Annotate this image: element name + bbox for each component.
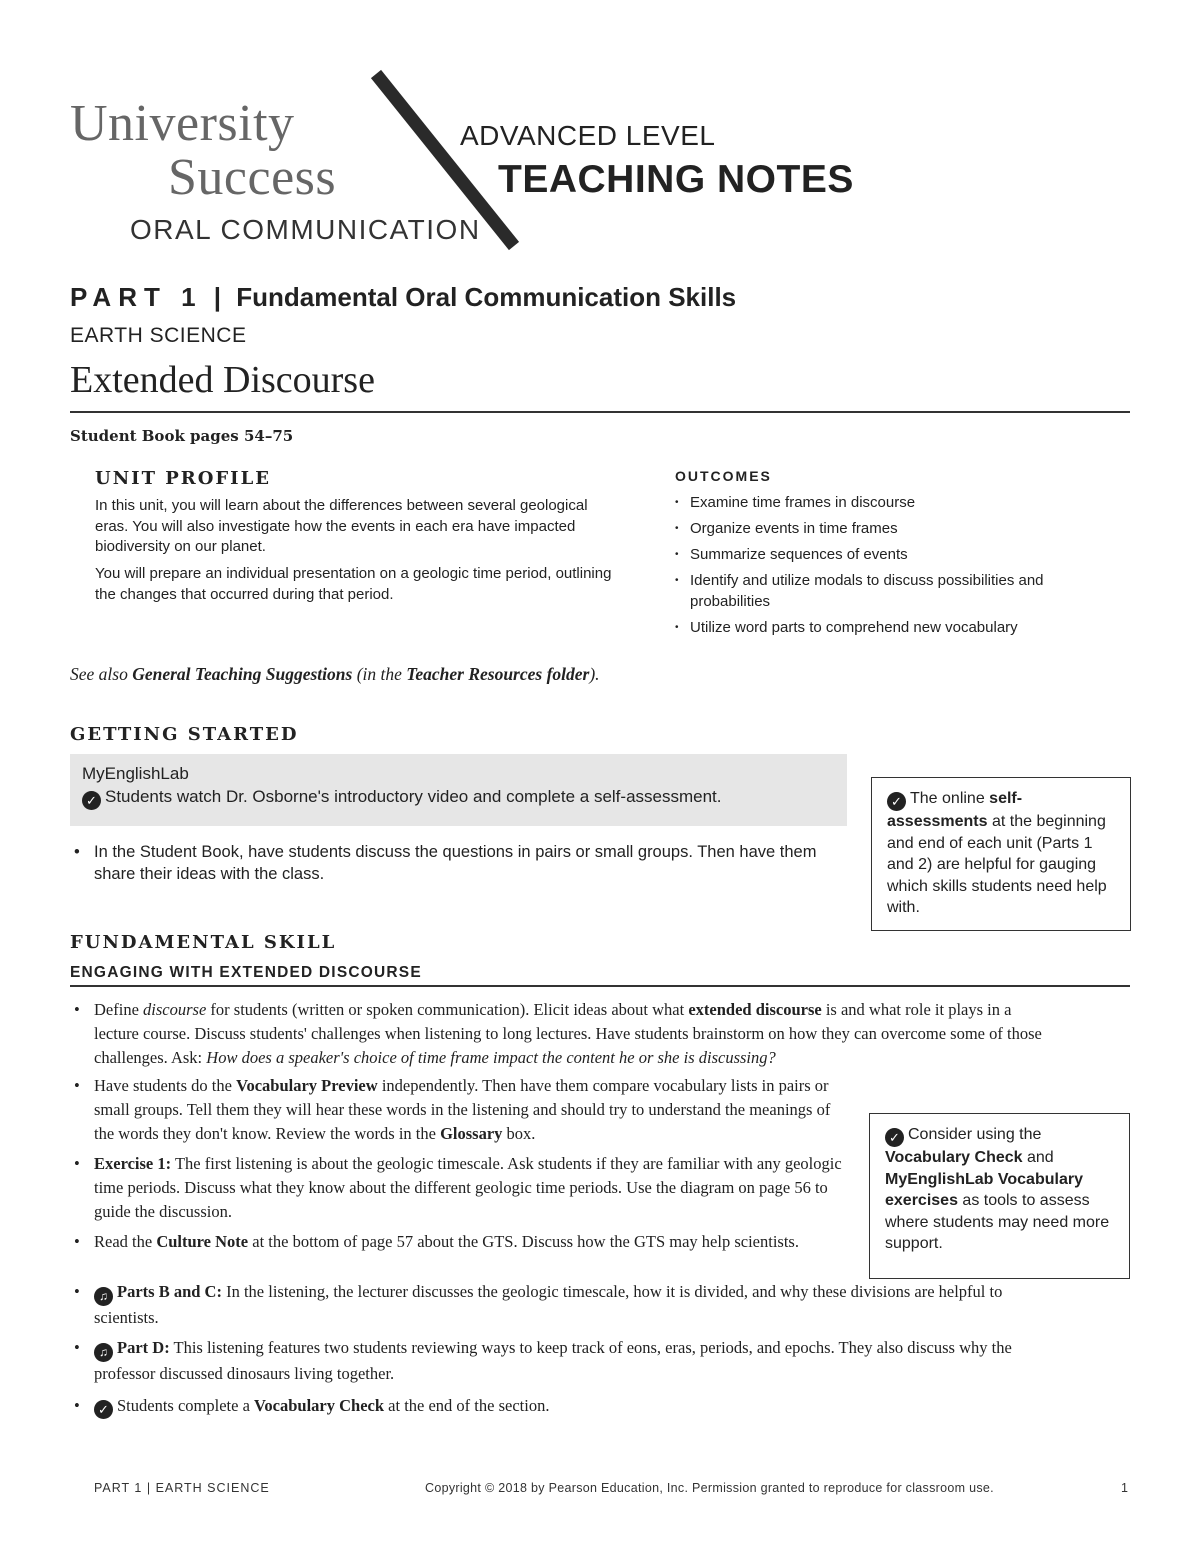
side-note-text: The online [910, 790, 990, 807]
outcome-item: • Examine time frames in discourse [675, 492, 1095, 513]
headphones-icon: ♫ [94, 1343, 113, 1362]
see-also-text: See also [70, 664, 133, 684]
check-circle-icon: ✓ [94, 1400, 113, 1419]
headphones-icon: ♫ [94, 1287, 113, 1306]
outcome-item: • Summarize sequences of events [675, 544, 1095, 565]
getting-started-list [70, 841, 830, 885]
see-also-text: ). [589, 664, 600, 684]
outcomes-list [675, 492, 1095, 643]
footer-section-label: PART 1 | EARTH SCIENCE [94, 1481, 270, 1495]
list-item: • Define discourse for students (written or spoken communication). Elicit ideas about what extended discourse is and what role it plays in a lecture course. Discuss students' challenges when listening to long lectures. Have students brainstorm on how they can overcome some of those challenges. Ask: How does a speaker's choice of time frame impact the content he or she is discussing? [70, 998, 1060, 1070]
skill-list-bottom [70, 1280, 1060, 1419]
check-circle-icon: ✓ [82, 791, 101, 810]
getting-started-heading: GETTING STARTED [70, 724, 299, 745]
myenglishlab-activity [82, 787, 722, 810]
part-title: Fundamental Oral Communication Skills [236, 282, 737, 312]
part-separator: | [213, 282, 222, 312]
see-also-note [70, 664, 600, 685]
myenglishlab-text: Students watch Dr. Osborne's introductory video and complete a self-assessment. [105, 787, 722, 806]
side-note-text: and [1022, 1149, 1054, 1166]
see-also-text: (in the [352, 664, 407, 684]
logo-subtitle: ORAL COMMUNICATION [130, 214, 481, 245]
student-book-pages: Student Book pages 54–75 [70, 427, 294, 445]
list-item: • In the Student Book, have students discuss the questions in pairs or small groups. Then have them share their ideas with the class. [70, 841, 830, 885]
general-teaching-link[interactable]: General Teaching Suggestions [132, 664, 353, 684]
list-item: • Read the Culture Note at the bottom of page 57 about the GTS. Discuss how the GTS may help scientists. [70, 1230, 850, 1254]
unit-profile-paragraph: You will prepare an individual presentation on a geologic time period, outlining the changes that occurred during that period. [95, 565, 612, 603]
side-note-bold: MyEnglishLab Vocabulary exercises [885, 1170, 1083, 1209]
list-item: • ♫ Parts B and C: In the listening, the lecturer discusses the geologic timescale, how it is divided, and why these divisions are helpful to scientists. [70, 1280, 1060, 1330]
side-note-text: Consider using the [908, 1126, 1042, 1143]
outcomes-heading: OUTCOMES [675, 468, 772, 484]
outcome-item: • Utilize word parts to comprehend new vocabulary [675, 617, 1095, 638]
footer-copyright: Copyright © 2018 by Pearson Education, Inc. Permission granted to reproduce for classroom use. [425, 1481, 994, 1495]
fundamental-skill-heading: FUNDAMENTAL SKILL [70, 932, 337, 953]
fundamental-skill-subheading: ENGAGING WITH EXTENDED DISCOURSE [70, 964, 422, 981]
outcome-item: • Identify and utilize modals to discuss possibilities and probabilities [675, 570, 1095, 612]
skill-list-top [70, 998, 1060, 1070]
list-item: • ✓ Students complete a Vocabulary Check at the end of the section. [70, 1394, 1060, 1419]
side-note-text: at the beginning and end of each unit (Parts 1 and 2) are helpful for gauging which skills students need help with. [887, 813, 1107, 916]
level-label: ADVANCED LEVEL [460, 120, 716, 151]
outcome-item: • Organize events in time frames [675, 518, 1095, 539]
teacher-resources-link[interactable]: Teacher Resources folder [406, 664, 590, 684]
list-item: • Have students do the Vocabulary Preview independently. Then have them compare vocabulary lists in pairs or small groups. Tell them they will hear these words in the listening and should try to understand the meanings of the words they don't know. Review the words in the Glossary box. [70, 1074, 850, 1146]
divider [70, 411, 1130, 413]
unit-title: Extended Discourse [70, 359, 375, 401]
logo-success: Success [168, 149, 337, 206]
side-note-vocabulary [869, 1113, 1130, 1279]
myenglishlab-title: MyEnglishLab [82, 764, 189, 783]
side-note-self-assessment [871, 777, 1131, 931]
unit-profile-paragraph: In this unit, you will learn about the differences between several geological eras. You will also investigate how the events in each era have impacted biodiversity on our planet. [95, 497, 588, 555]
skill-list-middle [70, 1074, 850, 1254]
list-item: • Exercise 1: The first listening is about the geologic timescale. Ask students if they are familiar with any geologic time periods. Discuss what they know about the different geologic time periods. Use the diagram on page 56 to guide the discussion. [70, 1152, 850, 1224]
page-number: 1 [1121, 1481, 1128, 1495]
logo-university: University [70, 95, 295, 152]
list-item: • ♫ Part D: This listening features two students reviewing ways to keep track of eons, eras, periods, and epochs. They also discuss why the professor discussed dinosaurs living together. [70, 1336, 1060, 1386]
check-circle-icon: ✓ [885, 1128, 904, 1147]
doc-type-title: TEACHING NOTES [498, 158, 854, 201]
side-note-text: as tools to assess where students may need more support. [885, 1192, 1110, 1252]
part-heading [70, 282, 736, 313]
divider [70, 985, 1130, 987]
check-circle-icon: ✓ [887, 792, 906, 811]
side-note-bold: self-assessments [887, 790, 1023, 830]
side-note-bold: Vocabulary Check [885, 1149, 1023, 1166]
unit-profile-heading: UNIT PROFILE [95, 468, 271, 489]
subject-label: EARTH SCIENCE [70, 324, 247, 347]
part-label: PART 1 [70, 282, 203, 312]
